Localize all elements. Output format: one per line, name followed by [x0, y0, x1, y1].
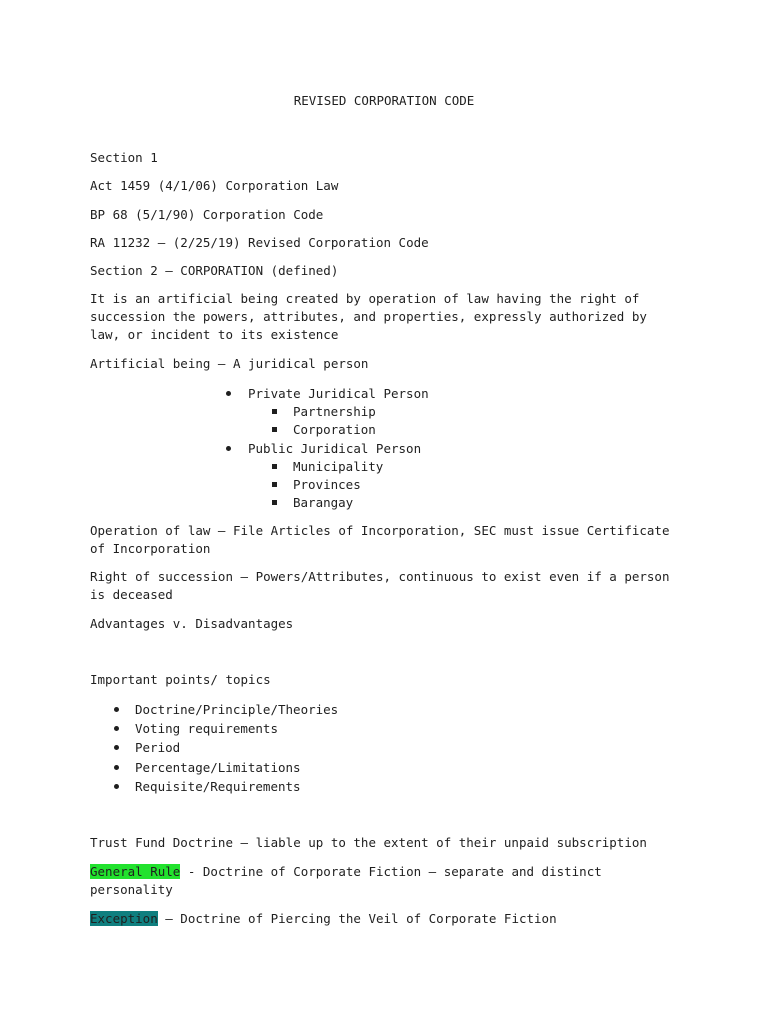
artificial-being-line: Artificial being – A juridical person	[90, 356, 369, 371]
bullet-dot	[114, 759, 119, 777]
bullet-dot	[114, 739, 119, 757]
bullet-dot	[114, 701, 119, 719]
bullet-dot	[226, 440, 231, 458]
document-title: REVISED CORPORATION CODE	[293, 93, 475, 108]
list-item: Barangay	[293, 495, 354, 510]
list-item: Municipality	[293, 459, 384, 474]
list-item: Doctrine/Principle/Theories	[135, 702, 339, 717]
list-item: Requisite/Requirements	[135, 779, 301, 794]
bullet-square	[272, 476, 277, 494]
list-item: Corporation	[293, 422, 376, 437]
list-item: Provinces	[293, 477, 361, 492]
bullet-dot	[226, 385, 231, 403]
list-item: Period	[135, 740, 181, 755]
operation-of-law-line: Operation of law – File Articles of Incorporation, SEC must issue Certificate of Incorporation	[90, 523, 678, 556]
bp-68-line: BP 68 (5/1/90) Corporation Code	[90, 207, 324, 222]
ra-11232-line: RA 11232 – (2/25/19) Revised Corporation Code	[90, 235, 429, 250]
general-rule-highlight: General Rule	[90, 864, 181, 879]
section-1-heading: Section 1	[90, 150, 158, 165]
bullet-square	[272, 494, 277, 512]
general-rule-text: - Doctrine of Corporate Fiction – separate and distinct personality	[90, 864, 610, 897]
section-2-heading: Section 2 – CORPORATION (defined)	[90, 263, 339, 278]
important-points-heading: Important points/ topics	[90, 672, 271, 687]
list-item: Public Juridical Person	[248, 441, 422, 456]
list-item: Partnership	[293, 404, 376, 419]
trust-fund-doctrine-line: Trust Fund Doctrine – liable up to the extent of their unpaid subscription	[90, 835, 647, 850]
bullet-square	[272, 421, 277, 439]
exception-text: – Doctrine of Piercing the Veil of Corporate Fiction	[157, 911, 557, 926]
general-rule-line	[90, 863, 650, 899]
exception-highlight: Exception	[90, 911, 158, 926]
list-item: Private Juridical Person	[248, 386, 429, 401]
bullet-dot	[114, 778, 119, 796]
bullet-dot	[114, 720, 119, 738]
bullet-square	[272, 403, 277, 421]
bullet-square	[272, 458, 277, 476]
list-item: Voting requirements	[135, 721, 278, 736]
act-1459-line: Act 1459 (4/1/06) Corporation Law	[90, 178, 339, 193]
exception-line	[90, 910, 690, 928]
right-of-succession-line: Right of succession – Powers/Attributes, continuous to exist even if a person is deceased	[90, 569, 678, 602]
advantages-line: Advantages v. Disadvantages	[90, 616, 294, 631]
list-item: Percentage/Limitations	[135, 760, 301, 775]
corporation-definition: It is an artificial being created by operation of law having the right of succession the powers, attributes, and properties, expressly authorized by law, or incident to its existence	[90, 291, 655, 342]
